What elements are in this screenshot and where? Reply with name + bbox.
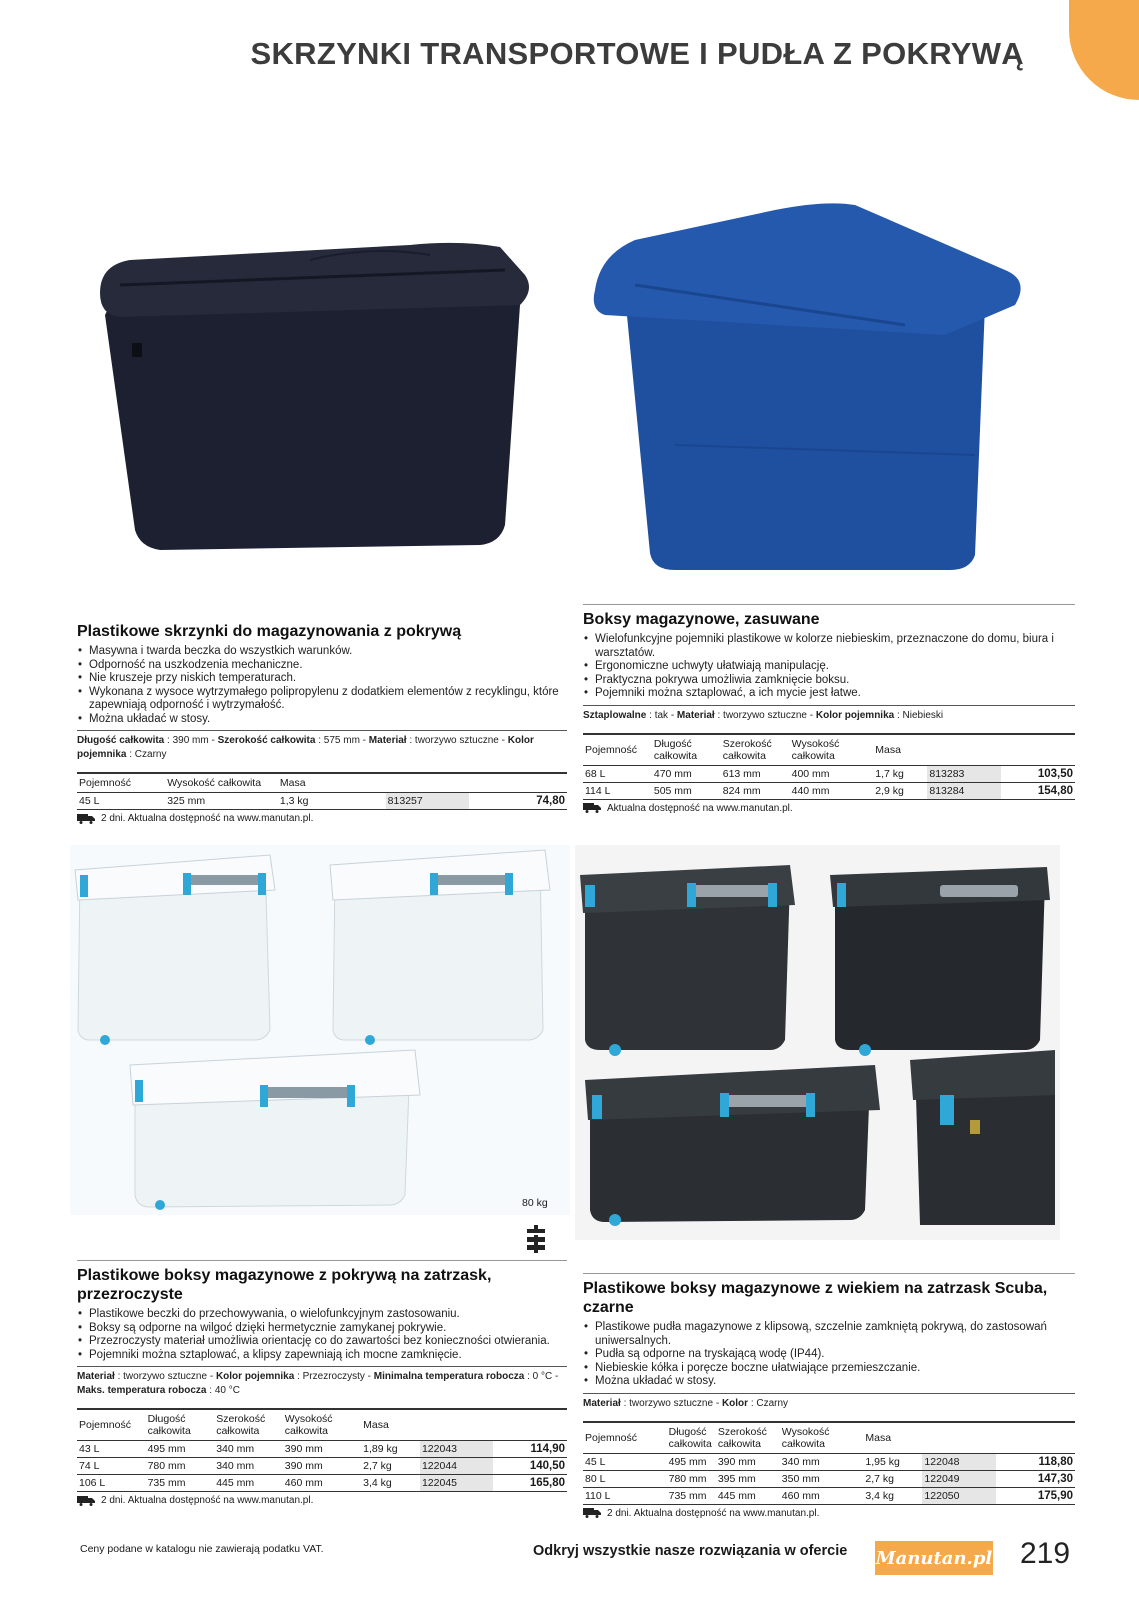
feature-item: • Nie kruszeje przy niskich temperaturach.: [77, 672, 567, 686]
product-title: Plastikowe boksy magazynowe z wiekiem na zatrzask Scuba, czarne: [583, 1273, 1075, 1317]
col-header: [1001, 734, 1075, 766]
product-black-scuba-boxes: [583, 1273, 1075, 1519]
cell: 460 mm: [283, 1475, 361, 1492]
spec-key: Sztaplowalne: [583, 709, 647, 721]
feature-item: • Pojemniki można sztaplować, a ich mycie jest łatwe.: [583, 687, 1075, 701]
availability-note: [583, 1508, 1075, 1519]
feature-item: • Pudła są odporne na tryskającą wodę (IP44).: [583, 1348, 1075, 1362]
feature-item: • Można układać w stosy.: [583, 1375, 1075, 1389]
col-header: Pojemność: [77, 773, 165, 793]
spec-key: Kolor pojemnika: [77, 735, 534, 760]
availability-text: Aktualna dostępność na www.manutan.pl.: [607, 802, 793, 814]
spec-value: : 40 °C: [206, 1385, 240, 1396]
spec-value: : Niebieski: [894, 709, 944, 721]
cell: 1,95 kg: [863, 1453, 922, 1470]
spec-key: Kolor: [721, 1397, 749, 1409]
cell: 1,7 kg: [873, 765, 927, 782]
cell: 390 mm: [716, 1453, 780, 1470]
product-code[interactable]: 122045: [420, 1475, 494, 1492]
cell: 390 mm: [283, 1458, 361, 1475]
col-header: Wysokość całkowita: [165, 773, 278, 793]
col-header: [386, 773, 469, 793]
feature-item: • Odporność na uszkodzenia mechaniczne.: [77, 659, 567, 673]
col-header: Długość całkowita: [667, 1422, 716, 1454]
product-table: [77, 772, 567, 810]
spec-key: Materiał: [368, 735, 407, 746]
feature-list: [583, 633, 1075, 701]
col-header: Szerokość całkowita: [214, 1409, 283, 1441]
col-header: Długość całkowita: [146, 1409, 215, 1441]
col-header: Masa: [873, 734, 927, 766]
spec-line: [583, 705, 1075, 723]
cell: 45 L: [77, 793, 165, 810]
availability-note: [77, 1495, 567, 1506]
cell: 2,7 kg: [863, 1470, 922, 1487]
spec-value: : tak -: [646, 709, 677, 721]
cell: 780 mm: [667, 1470, 716, 1487]
feature-item: • Boksy są odporne na wilgoć dzięki hermetycznie zamykanej pokrywie.: [77, 1322, 567, 1336]
vat-note: Ceny podane w katalogu nie zawierają podatku VAT.: [80, 1543, 324, 1555]
cell: 43 L: [77, 1441, 146, 1458]
truck-icon: [583, 803, 601, 813]
col-header: Długość całkowita: [652, 734, 721, 766]
product-black-crates: [77, 617, 567, 824]
spec-key: Kolor pojemnika: [215, 1371, 295, 1382]
col-header: Masa: [361, 1409, 420, 1441]
spec-value: : tworzywo sztuczne -: [714, 709, 816, 721]
table-row: [583, 1470, 1075, 1487]
product-code[interactable]: 122044: [420, 1458, 494, 1475]
col-header: [420, 1409, 494, 1441]
spec-value: : 0 °C -: [524, 1371, 559, 1382]
spec-value: : Czarny: [126, 749, 167, 760]
spec-key: Materiał: [77, 1371, 115, 1382]
feature-item: • Plastikowe beczki do przechowywania, o wielofunkcyjnym zastosowaniu.: [77, 1308, 567, 1322]
cell: 495 mm: [146, 1441, 215, 1458]
col-header: Wysokość całkowita: [283, 1409, 361, 1441]
col-header: [493, 1409, 567, 1441]
spec-value: : 575 mm -: [315, 735, 369, 746]
feature-item: • Wielofunkcyjne pojemniki plastikowe w kolorze niebieskim, przeznaczone do domu, biura i warsztatów.: [583, 633, 1075, 660]
page-title: SKRZYNKI TRANSPORTOWE I PUDŁA Z POKRYWĄ: [250, 36, 1024, 71]
availability-text: 2 dni. Aktualna dostępność na www.manutan.pl.: [607, 1507, 820, 1519]
cell: 2,7 kg: [361, 1458, 420, 1475]
col-header: Masa: [278, 773, 386, 793]
table-row: [583, 765, 1075, 782]
price: 165,80: [493, 1475, 567, 1492]
spec-key: Długość całkowita: [77, 735, 165, 746]
truck-icon: [77, 1496, 95, 1506]
col-header: [922, 1422, 996, 1454]
cell: 80 L: [583, 1470, 667, 1487]
cell: 2,9 kg: [873, 782, 927, 799]
cell: 390 mm: [283, 1441, 361, 1458]
cell: 460 mm: [780, 1487, 864, 1504]
feature-item: • Niebieskie kółka i poręcze boczne ułatwiające przemieszczanie.: [583, 1362, 1075, 1376]
table-row: [583, 1487, 1075, 1504]
cell: 445 mm: [716, 1487, 780, 1504]
product-title: Plastikowe skrzynki do magazynowania z pokrywą: [77, 623, 462, 640]
price: 175,90: [996, 1487, 1075, 1504]
product-blue-boxes: [583, 604, 1075, 814]
load-capacity-label: 80 kg: [522, 1197, 548, 1209]
cell: 395 mm: [716, 1470, 780, 1487]
spec-key: Szerokość całkowita: [217, 735, 316, 746]
product-code[interactable]: 122048: [922, 1453, 996, 1470]
product-clear-boxes: [77, 1260, 567, 1506]
cell: 1,89 kg: [361, 1441, 420, 1458]
black-scuba-boxes-image: [575, 845, 1060, 1240]
col-header: Pojemność: [583, 1422, 667, 1454]
price: 103,50: [1001, 765, 1075, 782]
manutan-logo[interactable]: Manutan.pl: [875, 1541, 993, 1575]
feature-item: • Ergonomiczne uchwyty ułatwiają manipulację.: [583, 660, 1075, 674]
product-title: Boksy magazynowe, zasuwane: [583, 604, 1075, 629]
product-code[interactable]: 813283: [927, 765, 1001, 782]
cell: 350 mm: [780, 1470, 864, 1487]
blue-storage-box-image: [575, 185, 1045, 580]
product-code[interactable]: 122043: [420, 1441, 494, 1458]
table-row: [77, 1475, 567, 1492]
spec-key: Materiał: [676, 709, 715, 721]
cell: 824 mm: [721, 782, 790, 799]
table-row: [77, 1458, 567, 1475]
col-header: Szerokość całkowita: [721, 734, 790, 766]
col-header: Szerokość całkowita: [716, 1422, 780, 1454]
spec-key: Minimalna temperatura robocza: [373, 1371, 525, 1382]
cell: 3,4 kg: [863, 1487, 922, 1504]
spec-key: Maks. temperatura robocza: [77, 1385, 207, 1396]
cell: 505 mm: [652, 782, 721, 799]
table-row: [583, 782, 1075, 799]
page-corner-tab: [1069, 0, 1139, 100]
clear-boxes-image: [70, 845, 570, 1215]
col-header: [927, 734, 1001, 766]
feature-item: • Wykonana z wysoce wytrzymałego polipropylenu z dodatkiem elementów z recyklingu, które zapewniają odporność i wytrzymałość.: [77, 686, 567, 713]
cell: 340 mm: [780, 1453, 864, 1470]
feature-item: • Plastikowe pudła magazynowe z klipsową, szczelnie zamkniętą pokrywą, do zastosowań uniwersalnych.: [583, 1321, 1075, 1348]
cell: 470 mm: [652, 765, 721, 782]
cell: 440 mm: [790, 782, 874, 799]
table-row: [77, 793, 567, 810]
cell: 68 L: [583, 765, 652, 782]
truck-icon: [77, 814, 95, 824]
col-header: Pojemność: [583, 734, 652, 766]
col-header: Wysokość całkowita: [780, 1422, 864, 1454]
feature-item: • Masywna i twarda beczka do wszystkich warunków.: [77, 645, 567, 659]
product-code[interactable]: 122050: [922, 1487, 996, 1504]
price: 147,30: [996, 1470, 1075, 1487]
cell: 735 mm: [667, 1487, 716, 1504]
feature-item: • Można układać w stosy.: [77, 713, 567, 727]
price: 114,90: [493, 1441, 567, 1458]
product-table: [583, 1421, 1075, 1505]
price: 140,50: [493, 1458, 567, 1475]
product-code[interactable]: 813284: [927, 782, 1001, 799]
cell: 735 mm: [146, 1475, 215, 1492]
weight-capacity-icon: [524, 1225, 548, 1253]
black-crate-image: [80, 225, 560, 575]
cell: 445 mm: [214, 1475, 283, 1492]
cell: 114 L: [583, 782, 652, 799]
page-number: 219: [1020, 1537, 1071, 1570]
spec-value: : Czarny: [748, 1397, 789, 1409]
availability-note: [583, 803, 1075, 814]
col-header: Masa: [863, 1422, 922, 1454]
cell: 340 mm: [214, 1458, 283, 1475]
product-table: [583, 733, 1075, 800]
feature-list: [77, 1308, 567, 1362]
feature-item: • Praktyczna pokrywa umożliwia zamknięcie boksu.: [583, 674, 1075, 688]
truck-icon: [583, 1508, 601, 1518]
spec-line: [77, 730, 567, 762]
product-code[interactable]: 122049: [922, 1470, 996, 1487]
price: 118,80: [996, 1453, 1075, 1470]
price: 74,80: [469, 793, 567, 810]
spec-key: Materiał: [583, 1397, 621, 1409]
availability-note: [77, 813, 567, 824]
col-header: Wysokość całkowita: [790, 734, 874, 766]
cell: 325 mm: [165, 793, 278, 810]
cell: 1,3 kg: [278, 793, 386, 810]
spec-key: Kolor pojemnika: [815, 709, 895, 721]
col-header: [469, 773, 567, 793]
col-header: Pojemność: [77, 1409, 146, 1441]
spec-line: [77, 1366, 567, 1398]
cell: 3,4 kg: [361, 1475, 420, 1492]
cell: 340 mm: [214, 1441, 283, 1458]
cell: 110 L: [583, 1487, 667, 1504]
cell: 780 mm: [146, 1458, 215, 1475]
cell: 613 mm: [721, 765, 790, 782]
price: 154,80: [1001, 782, 1075, 799]
product-table: [77, 1408, 567, 1492]
feature-list: [583, 1321, 1075, 1389]
table-row: [77, 1441, 567, 1458]
feature-item: • Pojemniki można sztaplować, a klipsy zapewniają ich mocne zamknięcie.: [77, 1349, 567, 1363]
table-row: [583, 1453, 1075, 1470]
spec-value: : tworzywo sztuczne -: [406, 735, 508, 746]
col-header: [996, 1422, 1075, 1454]
product-code[interactable]: 813257: [386, 793, 469, 810]
availability-text: 2 dni. Aktualna dostępność na www.manutan.pl.: [101, 1495, 314, 1506]
cell: 45 L: [583, 1453, 667, 1470]
cell: 495 mm: [667, 1453, 716, 1470]
spec-value: : Przezroczysty -: [294, 1371, 374, 1382]
spec-value: : tworzywo sztuczne -: [114, 1371, 216, 1382]
feature-list: [77, 645, 567, 726]
spec-value: : 390 mm -: [164, 735, 218, 746]
footer-cta[interactable]: Odkryj wszystkie nasze rozwiązania w ofercie: [533, 1543, 848, 1559]
spec-value: : tworzywo sztuczne -: [620, 1397, 722, 1409]
cell: 74 L: [77, 1458, 146, 1475]
availability-text: 2 dni. Aktualna dostępność na www.manutan.pl.: [101, 813, 314, 824]
cell: 400 mm: [790, 765, 874, 782]
feature-item: • Przezroczysty materiał umożliwia orientację co do zawartości bez konieczności otwierania.: [77, 1335, 567, 1349]
product-title: Plastikowe boksy magazynowe z pokrywą na zatrzask, przezroczyste: [77, 1260, 567, 1304]
cell: 106 L: [77, 1475, 146, 1492]
spec-line: [583, 1393, 1075, 1411]
